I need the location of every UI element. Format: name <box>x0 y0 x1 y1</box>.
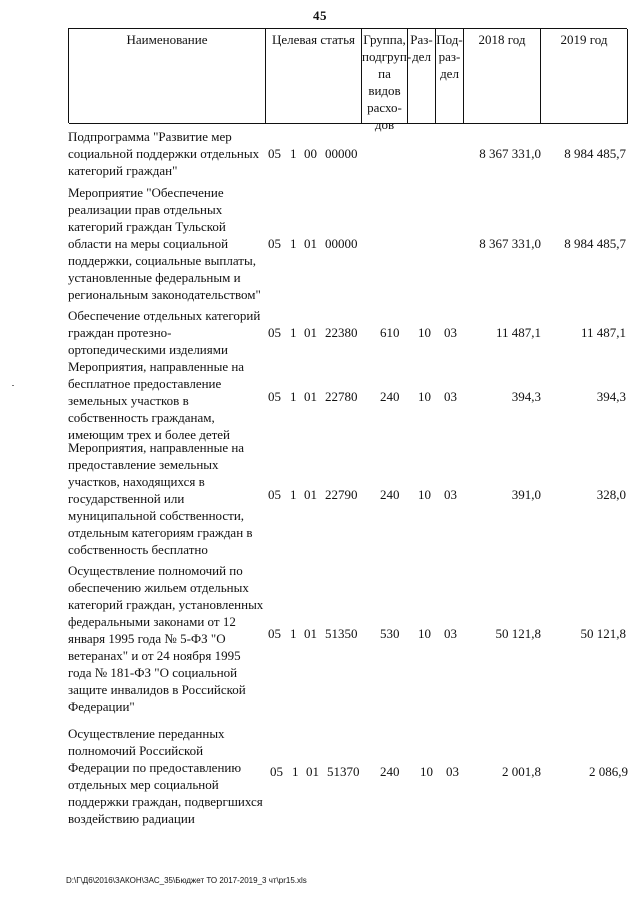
code-program: 05 <box>268 626 281 641</box>
subsection-code: 03 <box>446 764 459 779</box>
code-event: 01 <box>304 325 317 340</box>
header-subsection-line: дел <box>440 66 459 81</box>
row-name: Обеспечение отдельных категорий граждан протезно- ортопедическими изделиями <box>68 308 261 357</box>
code-event: 01 <box>306 764 319 779</box>
value-2018: 2 001,8 <box>502 764 541 779</box>
code-direction: 51350 <box>325 626 358 641</box>
code-direction: 51370 <box>327 764 360 779</box>
code-subprogram: 1 <box>290 325 297 340</box>
header-name <box>69 29 266 124</box>
header-group-line: Группа, <box>363 32 406 47</box>
code-subprogram: 1 <box>292 764 299 779</box>
header-target-article-label: Целевая статья <box>271 32 355 47</box>
value-2019: 394,3 <box>596 389 626 404</box>
group-code: 240 <box>380 764 400 779</box>
row-name: Подпрограмма "Развитие мер социальной поддержки отдельных категорий граждан" <box>68 129 260 178</box>
group-code: 240 <box>380 487 400 502</box>
code-direction: 00000 <box>325 146 358 161</box>
section-code: 10 <box>418 626 431 641</box>
header-2019-label: 2019 год <box>560 32 608 47</box>
code-direction: 22790 <box>325 487 358 502</box>
code-program: 05 <box>270 764 283 779</box>
table-header <box>68 28 627 132</box>
subsection-code: 03 <box>444 389 457 404</box>
value-2019: 8 984 485,7 <box>564 236 626 251</box>
header-group-line: расхо- <box>367 100 402 115</box>
row-name: Осуществление переданных полномочий Российской Федерации по предоставлению отдельных мер социальной поддержки граждан, подвергшихся воздействию радиации <box>68 726 263 826</box>
page-number: 45 <box>313 8 327 23</box>
header-2018-label: 2018 год <box>478 32 526 47</box>
header-target-article <box>266 29 362 124</box>
section-code: 10 <box>418 325 431 340</box>
section-code: 10 <box>420 764 433 779</box>
row-name: Мероприятия, направленные на предоставление земельных участков, находящихся в государственной или муниципальной собственности, отдельным категориям граждан в собственность бесплатно <box>68 440 253 557</box>
group-code: 530 <box>380 626 400 641</box>
header-group-line: дов <box>374 117 395 132</box>
value-2018: 8 367 331,0 <box>479 146 541 161</box>
code-event: 01 <box>304 487 317 502</box>
header-name-label: Наименование <box>126 32 208 47</box>
header-2018 <box>464 29 541 124</box>
row-name: Мероприятия, направленные на бесплатное предоставление земельных участков в собственность гражданам, имеющим трех и более детей <box>68 359 245 442</box>
file-path-footer: D:\Г\Д6\2016\ЗАКОН\ЗАС_35\Бюджет ТО 2017-2019_3 чт\pr15.xls <box>66 876 307 885</box>
header-group-line: подгруп- <box>362 49 412 64</box>
group-code: 240 <box>380 389 400 404</box>
header-subsection-line: раз- <box>438 49 461 64</box>
code-subprogram: 1 <box>290 389 297 404</box>
value-2018: 50 121,8 <box>495 626 541 641</box>
header-2019 <box>541 29 628 124</box>
header-subsection <box>436 29 464 124</box>
value-2018: 391,0 <box>511 487 541 502</box>
code-event: 00 <box>304 146 317 161</box>
code-event: 01 <box>304 236 317 251</box>
code-subprogram: 1 <box>290 146 297 161</box>
group-code: 610 <box>380 325 400 340</box>
code-direction: 00000 <box>325 236 358 251</box>
header-group <box>362 29 412 132</box>
header-group-line: видов <box>368 83 401 98</box>
value-2018: 8 367 331,0 <box>479 236 541 251</box>
subsection-code: 03 <box>444 626 457 641</box>
scan-mark <box>12 385 14 386</box>
code-program: 05 <box>268 146 281 161</box>
subsection-code: 03 <box>444 325 457 340</box>
value-2019: 328,0 <box>596 487 626 502</box>
code-event: 01 <box>304 389 317 404</box>
code-program: 05 <box>268 487 281 502</box>
section-code: 10 <box>418 389 431 404</box>
code-subprogram: 1 <box>290 236 297 251</box>
code-program: 05 <box>268 325 281 340</box>
value-2019: 50 121,8 <box>580 626 626 641</box>
code-direction: 22380 <box>325 325 358 340</box>
value-2019: 8 984 485,7 <box>564 146 626 161</box>
header-section-line: дел <box>412 49 431 64</box>
value-2019: 11 487,1 <box>580 325 626 340</box>
value-2018: 11 487,1 <box>495 325 541 340</box>
code-subprogram: 1 <box>290 487 297 502</box>
header-subsection-line: Под- <box>436 32 463 47</box>
value-2018: 394,3 <box>511 389 541 404</box>
header-section-line: Раз- <box>410 32 433 47</box>
value-2019: 2 086,9 <box>589 764 628 779</box>
code-event: 01 <box>304 626 317 641</box>
code-program: 05 <box>268 236 281 251</box>
row-name: Мероприятие "Обеспечение реализации прав отдельных категорий граждан Тульской области на меры социальной поддержки, социальные выплаты, установленные федеральным и региональным законодательством" <box>68 185 261 302</box>
code-subprogram: 1 <box>290 626 297 641</box>
row-name: Осуществление полномочий по обеспечению жильем отдельных категорий граждан, установленных федеральными законами от 12 января 1995 года № 5-ФЗ "О ветеранах" и от 24 ноября 1995 года № 181-ФЗ "О социальной защите инвалидов в Российской Федерации" <box>68 563 264 714</box>
code-program: 05 <box>268 389 281 404</box>
subsection-code: 03 <box>444 487 457 502</box>
header-group-line: па <box>378 66 391 81</box>
header-section <box>408 29 436 124</box>
code-direction: 22780 <box>325 389 358 404</box>
section-code: 10 <box>418 487 431 502</box>
